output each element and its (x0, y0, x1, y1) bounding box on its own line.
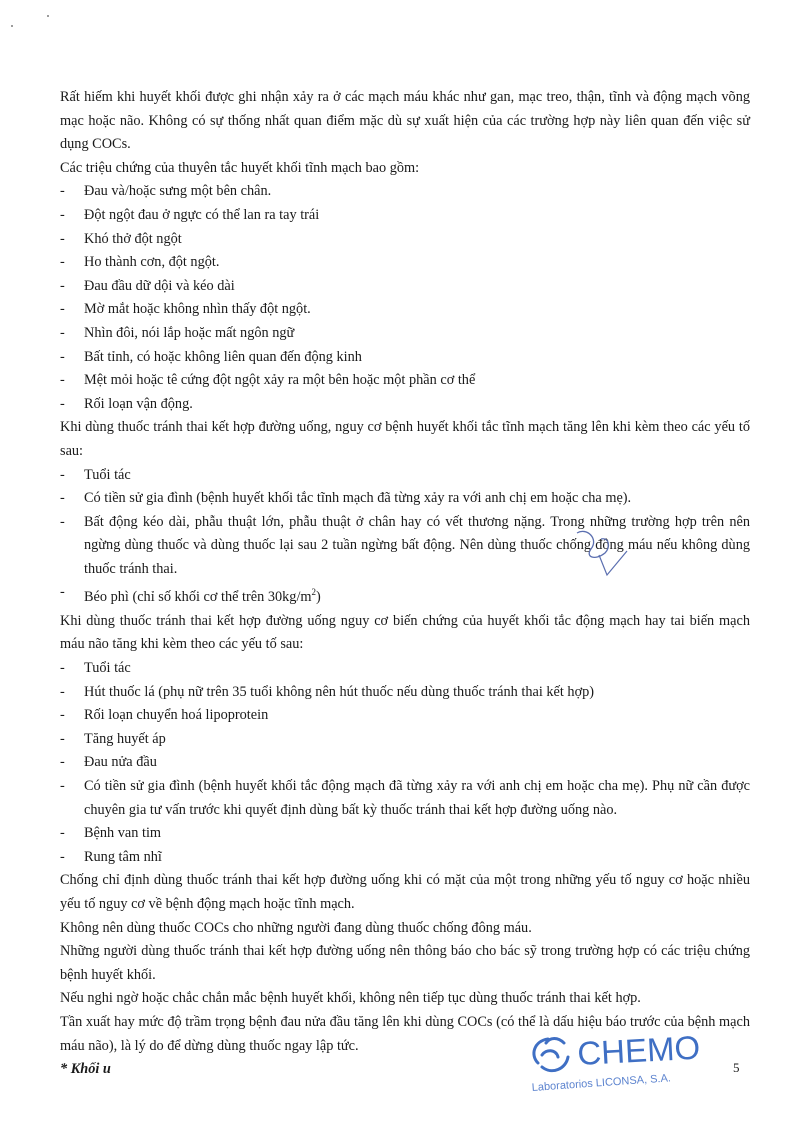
arterial-risk-list (60, 657, 750, 869)
list-item: - Có tiền sử gia đình (bệnh huyết khối tắc tĩnh mạch đã từng xảy ra với anh chị em hoặc cha mẹ). (60, 490, 632, 507)
paragraph-arterial-intro: Khi dùng thuốc tránh thai kết hợp đường uống nguy cơ biến chứng của huyết khối tắc động mạch hay tai biến mạch máu não tăng khi kèm theo các yếu tố sau: (60, 612, 750, 653)
section-heading: * Khối u (60, 1061, 111, 1078)
scan-speck (47, 15, 49, 17)
paragraph-rare-thrombosis: Rất hiếm khi huyết khối được ghi nhận xảy ra ở các mạch máu khác như gan, mạc treo, thận, tĩnh và động mạch võng mạc hoặc não. Không có sự thống nhất quan điểm mặc dù sự xuất hiện của các trường hợp này liên quan đến việc sử dụng COCs. (60, 89, 750, 153)
paragraph-symptoms-intro: Các triệu chứng của thuyên tắc huyết khối tĩnh mạch bao gồm: (60, 159, 420, 176)
list-item: - Đột ngột đau ở ngực có thể lan ra tay trái (60, 206, 320, 223)
list-item: - Rung tâm nhĩ (60, 848, 162, 865)
paragraph-contraindication: Chống chỉ định dùng thuốc tránh thai kết hợp đường uống khi có mặt của một trong những yếu tố nguy cơ hoặc nhiều yếu tố nguy cơ về bệnh động mạch hoặc tĩnh mạch. (60, 872, 750, 912)
list-item: - Mệt mỏi hoặc tê cứng đột ngột xảy ra một bên hoặc một phần cơ thể (60, 372, 476, 389)
list-item: - Tuổi tác (60, 466, 131, 483)
paragraph-stop-use: Nếu nghi ngờ hoặc chắc chắn mắc bệnh huyết khối, không nên tiếp tục dùng thuốc tránh thai kết hợp. (60, 990, 641, 1007)
brand-name: CHEMO (576, 1028, 702, 1072)
brand-subtitle: Laboratorios LICONSA, S.A. (531, 1072, 672, 1094)
paragraph-notify-doctor: Những người dùng thuốc tránh thai kết hợp đường uống nên thông báo cho bác sỹ trong trường hợp có các triệu chứng bệnh huyết khối. (60, 943, 750, 983)
list-item: - Đau đầu dữ dội và kéo dài (60, 277, 235, 294)
list-item: - Bệnh van tim (60, 825, 162, 842)
list-item: - Rối loạn vận động. (60, 395, 193, 412)
handwritten-signature (565, 525, 645, 580)
list-item: - Hút thuốc lá (phụ nữ trên 35 tuổi không nên hút thuốc nếu dùng thuốc tránh thai kết hợp) (60, 683, 595, 700)
paragraph-migraine: Tần xuất hay mức độ trầm trọng bệnh đau nửa đầu tăng lên khi dùng COCs (có thể là dấu hiệu báo trước của bệnh mạch máu não), là lý do để dừng dùng thuốc ngay lập tức. (60, 1013, 750, 1054)
list-item: - Nhìn đôi, nói lắp hoặc mất ngôn ngữ (60, 324, 295, 341)
list-item: - Bất tỉnh, có hoặc không liên quan đến động kinh (60, 348, 362, 365)
list-item: - Tuổi tác (60, 660, 131, 677)
list-item: - Khó thở đột ngột (60, 230, 182, 247)
list-item: - Đau nửa đầu (60, 754, 157, 771)
swirl-icon (534, 1039, 568, 1071)
list-item: - Rối loạn chuyển hoá lipoprotein (60, 707, 269, 724)
signature-stroke (577, 531, 608, 557)
symptom-list (60, 180, 750, 416)
document-body (60, 86, 750, 1082)
list-item: - Béo phì (chỉ số khối cơ thể trên $30kg/m^2$) (60, 584, 321, 606)
page-number: 5 (733, 1060, 740, 1075)
list-item: - Tăng huyết áp (60, 730, 166, 747)
list-item: - Bất động kéo dài, phẫu thuật lớn, phẫu thuật ở chân hay có vết thương nặng. Trong những trường hợp trên nên ngừng dùng thuốc và dùng thuốc lại sau 2 tuần ngừng bất động. Nên dùng thuốc chống đông máu nếu không dùng thuốc tránh thai. (60, 513, 750, 577)
venous-risk-list (60, 464, 750, 610)
list-item: - Mờ mắt hoặc không nhìn thấy đột ngột. (60, 301, 311, 318)
list-item: - Có tiền sử gia đình (bệnh huyết khối tắc động mạch đã từng xảy ra với anh chị em hoặc cha mẹ). Phụ nữ cần được chuyên gia tư vấn trước khi quyết định dùng bất kỳ thuốc tránh thai kết hợp đường uống nào. (60, 777, 750, 818)
paragraph-venous-intro: Khi dùng thuốc tránh thai kết hợp đường uống, nguy cơ bệnh huyết khối tắc tĩnh mạch tăng lên khi kèm theo các yếu tố sau: (60, 419, 750, 459)
company-logo-stamp (522, 1025, 722, 1095)
list-item: - Ho thành cơn, đột ngột. (60, 254, 220, 271)
list-item: - Đau và/hoặc sưng một bên chân. (60, 183, 272, 200)
scan-speck (11, 25, 13, 27)
paragraph-anticoagulant: Không nên dùng thuốc COCs cho những người đang dùng thuốc chống đông máu. (60, 919, 532, 936)
